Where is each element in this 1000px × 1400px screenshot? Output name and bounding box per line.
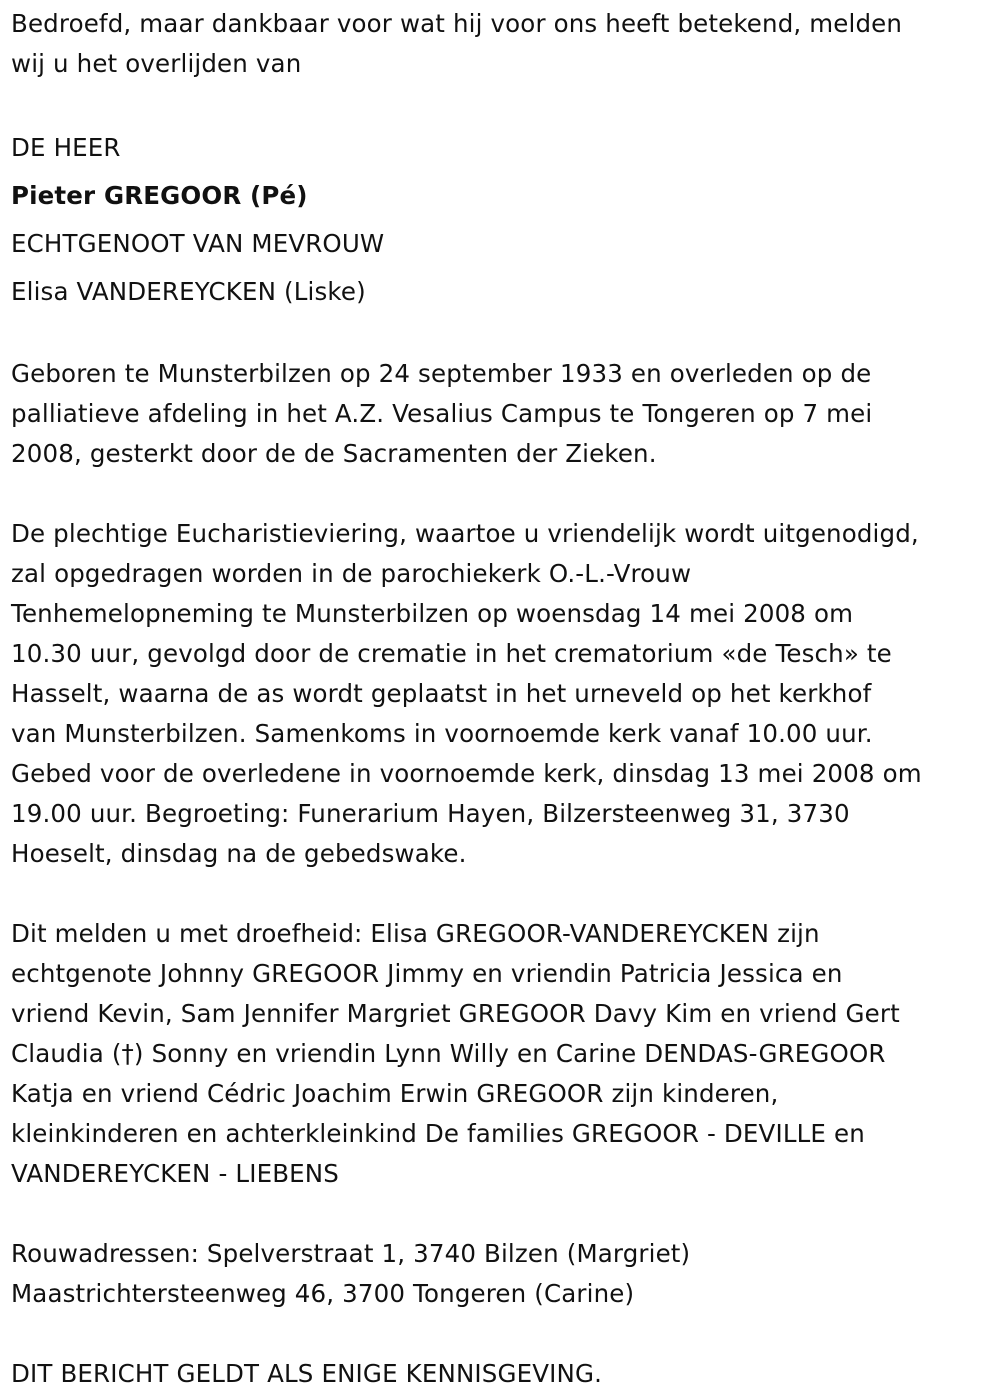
family-line: Dit melden u met droefheid: Elisa GREGOOR-VANDEREYCKEN zijn	[11, 919, 820, 948]
birth-death-line: palliatieve afdeling in het A.Z. Vesalius Campus te Tongeren op 7 mei	[11, 399, 873, 428]
ceremony-line: Hasselt, waarna de as wordt geplaatst in het urneveld op het kerkhof	[11, 679, 872, 708]
paragraph-gap	[11, 1314, 991, 1354]
deceased-spouse: Elisa VANDEREYCKEN (Liske)	[11, 277, 366, 306]
ceremony-line: 10.30 uur, gevolgd door de crematie in het crematorium «de Tesch» te	[11, 639, 892, 668]
address-line: Maastrichtersteenweg 46, 3700 Tongeren (Carine)	[11, 1279, 635, 1308]
family-line: vriend Kevin, Sam Jennifer Margriet GREGOOR Davy Kim en vriend Gert	[11, 999, 900, 1028]
paragraph-gap	[11, 474, 991, 514]
ceremony-line: zal opgedragen worden in de parochiekerk O.-L.-Vrouw	[11, 559, 692, 588]
obituary-notice	[11, 4, 991, 1394]
deceased-relation: ECHTGENOOT VAN MEVROUW	[11, 229, 385, 258]
ceremony-line: Hoeselt, dinsdag na de gebedswake.	[11, 839, 467, 868]
deceased-block	[11, 124, 991, 316]
paragraph-gap	[11, 1194, 991, 1234]
ceremony-line: Tenhemelopneming te Munsterbilzen op woensdag 14 mei 2008 om	[11, 599, 854, 628]
ceremony-line: Gebed voor de overledene in voornoemde kerk, dinsdag 13 mei 2008 om	[11, 759, 922, 788]
address-line: Rouwadressen: Spelverstraat 1, 3740 Bilzen (Margriet)	[11, 1239, 691, 1268]
birth-death-paragraph	[11, 354, 991, 474]
deceased-name: Pieter GREGOOR (Pé)	[11, 181, 308, 210]
family-line: VANDEREYCKEN - LIEBENS	[11, 1159, 339, 1188]
family-paragraph	[11, 914, 991, 1194]
intro-paragraph	[11, 4, 991, 84]
ceremony-line: De plechtige Eucharistieviering, waartoe u vriendelijk wordt uitgenodigd,	[11, 519, 919, 548]
ceremony-line: 19.00 uur. Begroeting: Funerarium Hayen, Bilzersteenweg 31, 3730	[11, 799, 850, 828]
ceremony-line: van Munsterbilzen. Samenkoms in voornoemde kerk vanaf 10.00 uur.	[11, 719, 873, 748]
family-line: echtgenote Johnny GREGOOR Jimmy en vriendin Patricia Jessica en	[11, 959, 843, 988]
paragraph-gap	[11, 84, 991, 124]
ceremony-paragraph	[11, 514, 991, 874]
family-line: Katja en vriend Cédric Joachim Erwin GREGOOR zijn kinderen,	[11, 1079, 779, 1108]
closing-notice: DIT BERICHT GELDT ALS ENIGE KENNISGEVING.	[11, 1359, 603, 1388]
birth-death-line: 2008, gesterkt door de de Sacramenten der Zieken.	[11, 439, 657, 468]
paragraph-gap	[11, 314, 991, 354]
family-line: kleinkinderen en achterkleinkind De families GREGOOR - DEVILLE en	[11, 1119, 865, 1148]
intro-line: Bedroefd, maar dankbaar voor wat hij voor ons heeft betekend, melden	[11, 9, 903, 38]
deceased-title: DE HEER	[11, 133, 121, 162]
family-line: Claudia (†) Sonny en vriendin Lynn Willy en Carine DENDAS-GREGOOR	[11, 1039, 886, 1068]
addresses-paragraph	[11, 1234, 991, 1314]
paragraph-gap	[11, 874, 991, 914]
intro-line: wij u het overlijden van	[11, 49, 302, 78]
birth-death-line: Geboren te Munsterbilzen op 24 september 1933 en overleden op de	[11, 359, 872, 388]
